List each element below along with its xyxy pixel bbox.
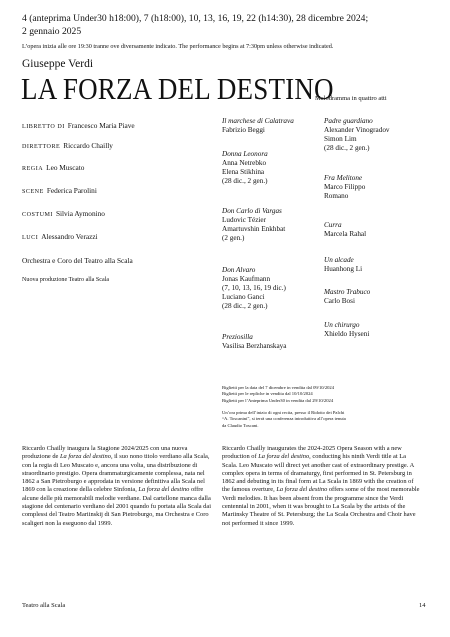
opera-subtitle: Melodramma in quattro atti: [315, 95, 387, 102]
footer-publisher: Teatro alla Scala: [22, 602, 66, 609]
text-run: offre alcune delle più memorabili melodie verdiane. Dal cartellone manca dalla stagione del centenario verdiano del 2001 quando fu portata alla Scala dai complessi del Teatro Mariinskij di San Pietroburgo, ma Orchestra e Coro scaligeri non la eseguono dal 1999.: [22, 486, 211, 527]
cast-singer: Xhieldo Hyseni: [324, 330, 370, 339]
cast-curra: [324, 221, 366, 239]
new-production-note: Nuova produzione Teatro alla Scala: [22, 277, 110, 283]
ticket-sale-info: [222, 385, 422, 404]
text-run: , il suo nono titolo verdiano alla Scala, con la regia di Leo Muscato e, ancora una volta, una distribuzione di straordinario prestigio. Opera drammaturgicamente complessa, nata nel 1862 a San Pietroburgo e approdata in versione definitiva alla Scala nel 1869 con la creazione della celebre Sinfonia,: [22, 453, 210, 494]
credit-name: Silvia Aymonino: [55, 209, 105, 218]
cast-singer: Elena Stikhina: [222, 168, 265, 177]
ticket-line: Biglietti per l’Anteprima Under30 in vendita dal 29/10/2024: [222, 397, 334, 403]
cast-singer: Fabrizio Beggi: [222, 126, 265, 135]
page-number: 14: [419, 602, 426, 609]
credit-role: LIBRETTO DI: [22, 124, 65, 130]
credit-name: Federica Parolini: [46, 186, 97, 195]
opera-title-italic: La forza del destino: [59, 453, 111, 461]
opera-title: LA FORZA DEL DESTINO: [21, 72, 334, 106]
cast-guardiano: [324, 117, 390, 153]
cast-role: Padre guardiano: [324, 117, 373, 125]
cast-role: Donna Leonora: [222, 150, 268, 158]
conference-line: Un’ora prima dell’inizio di ogni recita, presso il Ridotto dei Palchi: [222, 410, 345, 415]
cast-role: Curra: [324, 221, 342, 229]
cast-singer: Jonas Kaufmann: [222, 275, 271, 284]
conference-line: “A. Toscanini”, si terrà una conferenza introduttiva all’opera tenuta: [222, 416, 346, 422]
conference-line: da Claudio Toscani.: [222, 422, 259, 428]
credit-lighting: [22, 232, 98, 243]
cast-role: Un chirurgo: [324, 321, 360, 329]
cast-role: Un alcade: [324, 256, 354, 264]
ticket-line: Biglietti per la data del 7 dicembre in vendita dal 09/10/2024: [222, 385, 335, 390]
cast-chirurgo: [324, 321, 369, 339]
cast-dates: (28 dic., 2 gen.): [222, 177, 268, 186]
credit-director: [22, 163, 84, 174]
credit-librettist: [22, 121, 135, 132]
credit-costumes: [22, 209, 105, 220]
cast-singer: Ludovic Tézier: [222, 216, 266, 225]
credit-name: Leo Muscato: [46, 163, 85, 172]
cast-singer: Romano: [324, 192, 349, 201]
cast-dates: (2 gen.): [222, 234, 245, 243]
start-time-note: L’opera inizia alle ore 19:30 tranne ove diversamente indicato. The performance begins at 7:30pm unless otherwise indicated.: [22, 43, 334, 50]
cast-role: Don Alvaro: [222, 266, 256, 274]
credit-conductor: [22, 141, 113, 152]
cast-singer: Simon Lim: [324, 135, 357, 144]
cast-singer: Vasilisa Berzhanskaya: [222, 342, 287, 351]
credit-role: LUCI: [22, 235, 39, 241]
cast-singer: Marco Filippo: [324, 183, 366, 192]
opera-title-italic: La forza del destino: [138, 486, 190, 494]
cast-singer: Carlo Bosi: [324, 297, 355, 306]
conference-note: [222, 410, 422, 429]
opera-title-italic: La forza del destino: [258, 453, 310, 461]
description-italian: [22, 445, 212, 528]
cast-singer: Luciano Ganci: [222, 293, 265, 302]
description-english: [222, 445, 420, 528]
ticket-line: Biglietti per le repliche in vendita dal 10/10/2024: [222, 391, 313, 397]
cast-role: Fra Melitone: [324, 174, 363, 182]
orchestra-credit: Orchestra e Coro del Teatro alla Scala: [22, 256, 133, 265]
credit-role: REGIA: [22, 166, 44, 172]
credit-name: Alessandro Verazzi: [41, 232, 98, 241]
cast-singer: Marcela Rahal: [324, 230, 367, 239]
cast-dates: (28 dic., 2 gen.): [324, 144, 370, 153]
performance-dates: [22, 13, 437, 38]
credit-role: COSTUMI: [22, 212, 53, 218]
cast-melitone: [324, 174, 365, 201]
cast-role: Don Carlo di Vargas: [222, 207, 282, 215]
cast-alcade: [324, 256, 362, 274]
credit-role: SCENE: [22, 189, 44, 195]
cast-role: Preziosilla: [222, 333, 253, 341]
credit-sets: [22, 186, 97, 197]
cast-trabuco: [324, 288, 370, 306]
cast-singer: Amartuvshin Enkhbat: [222, 225, 286, 234]
cast-calatrava: [222, 117, 294, 135]
opera-title-italic: La forza del destino: [276, 486, 328, 494]
cast-singer: Anna Netrebko: [222, 159, 267, 168]
composer-name: Giuseppe Verdi: [22, 58, 94, 70]
dates-line-2: 2 gennaio 2025: [22, 25, 82, 37]
credit-role: DIRETTORE: [22, 144, 61, 150]
dates-line-1: 4 (anteprima Under30 h18:00), 7 (h18:00), 10, 13, 16, 19, 22 (h14:30), 28 dicembre 2024;: [22, 13, 369, 24]
cast-dates: (28 dic., 2 gen.): [222, 302, 268, 311]
cast-preziosilla: [222, 333, 286, 351]
cast-singer: Huanhong Li: [324, 265, 363, 274]
cast-leonora: [222, 150, 268, 186]
text-run: , conducting his ninth Verdi title at La Scala. Leo Muscato will direct yet another cast of extraordinary prestige. A complex opera in terms of dramaturgy, first performed in St. Petersburg in 1862 and debuting in its final form at La Scala in 1869 with the creation of the famous overture,: [222, 453, 414, 494]
cast-role: Il marchese di Calatrava: [222, 117, 294, 125]
cast-role: Mastro Trabuco: [324, 288, 371, 296]
text-run: Riccardo Chailly inaugura la Stagione 2024/2025 con una nuova produzione de: [22, 445, 188, 461]
text-run: Riccardo Chailly inaugurates the 2024-2025 Opera Season with a new production of: [222, 445, 402, 461]
cast-alvaro: [222, 266, 286, 311]
cast-dates: (7, 10, 13, 16, 19 dic.): [222, 284, 286, 293]
cast-carlo: [222, 207, 285, 243]
cast-singer: Alexander Vinogradov: [324, 126, 390, 135]
text-run: offers some of the most memorable Verdi melodies. It has been absent from the programme since the Verdi centennial in 2001, when it was brought to La Scala by the artists of the Mariinsky Theatre of St. Petersburg; the La Scala Orchestra and Choir have not performed it since 1999.: [222, 486, 420, 527]
credit-name: Riccardo Chailly: [63, 141, 113, 150]
credit-name: Francesco Maria Piave: [67, 121, 135, 130]
